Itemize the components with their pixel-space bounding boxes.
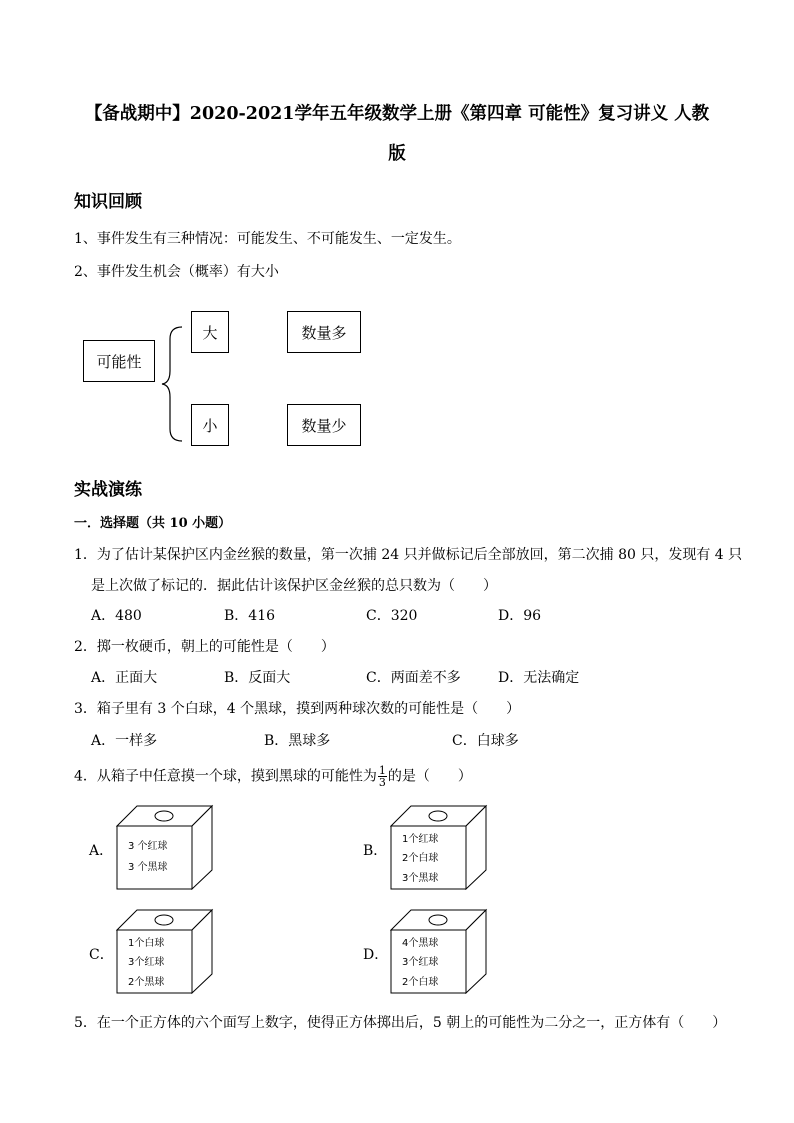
curly-brace-icon: [160, 325, 190, 443]
q3-option-c: C．白球多: [452, 733, 519, 749]
q4-option-c-label: C．: [89, 947, 114, 963]
question-1-line-2: 是上次做了标记的．据此估计该保护区金丝猴的总只数为（ ）: [91, 578, 497, 594]
q4-box-c-line-2: 3个红球: [128, 957, 165, 968]
subsection-choice: 一．选择题（共 10 小题）: [74, 516, 232, 531]
q4-box-d-line-2: 3个红球: [402, 957, 439, 968]
review-point-1: 1、事件发生有三种情况：可能发生、不可能发生、一定发生。: [74, 231, 461, 247]
q4-option-b-label: B．: [363, 843, 388, 859]
title-line-2: 版: [388, 144, 406, 164]
question-5: 5．在一个正方体的六个面写上数字，使得正方体掷出后，5 朝上的可能性为二分之一，正方体有（ ）: [74, 1015, 727, 1031]
q4-box-d-line-3: 2个白球: [402, 977, 439, 988]
diagram-less-box: 数量少: [287, 404, 361, 446]
fraction-numerator: 1: [378, 764, 386, 777]
diagram-big-box: 大: [191, 311, 229, 353]
q4-box-b-line-3: 3个黑球: [402, 873, 439, 884]
question-2: 2．掷一枚硬币，朝上的可能性是（ ）: [74, 639, 335, 655]
question-4-text: 4．从箱子中任意摸一个球，摸到黑球的可能性为: [74, 768, 377, 785]
question-4-text-end: 的是（ ）: [387, 768, 472, 785]
question-1-line-1: 1．为了估计某保护区内金丝猴的数量，第一次捕 24 只并做标记后全部放回，第二次捕 80 只，发现有 4 只: [74, 547, 743, 563]
q2-option-d: D．无法确定: [498, 670, 580, 686]
diagram-more-box: 数量多: [287, 311, 361, 353]
q4-option-d-label: D．: [363, 947, 389, 963]
q3-option-b: B．黑球多: [264, 733, 331, 749]
q4-box-a-line-1: 3 个红球: [128, 841, 168, 852]
q1-option-d: D．96: [498, 608, 542, 624]
q1-option-b: B．416: [224, 608, 276, 624]
section-heading-review: 知识回顾: [74, 192, 142, 212]
q2-option-c: C．两面差不多: [366, 670, 461, 686]
q2-option-b: B．反面大: [224, 670, 291, 686]
diagram-root-box: 可能性: [83, 340, 155, 382]
fraction-denominator: 3: [378, 776, 386, 789]
q4-box-b-line-1: 1个红球: [402, 834, 439, 845]
q4-box-b: [390, 804, 488, 890]
q4-option-a-label: A．: [89, 843, 114, 859]
q2-option-a: A．正面大: [91, 670, 158, 686]
q4-box-c-line-1: 1个白球: [128, 938, 165, 949]
q1-option-c: C．320: [366, 608, 418, 624]
q4-box-a: [116, 804, 214, 890]
q4-box-b-line-2: 2个白球: [402, 853, 439, 864]
q4-box-c: [116, 908, 214, 994]
q4-box-c-line-3: 2个黑球: [128, 977, 165, 988]
question-3: 3．箱子里有 3 个白球，4 个黑球，摸到两种球次数的可能性是（ ）: [74, 701, 521, 717]
section-heading-practice: 实战演练: [74, 480, 142, 500]
question-4: [74, 765, 472, 788]
title-line-1: 【备战期中】2020-2021学年五年级数学上册《第四章 可能性》复习讲义 人教: [84, 104, 710, 124]
q1-option-a: A．480: [91, 608, 142, 624]
q3-option-a: A．一样多: [91, 733, 158, 749]
q4-box-d-line-1: 4个黑球: [402, 938, 439, 949]
q4-box-d: [390, 908, 488, 994]
fraction: [378, 765, 387, 788]
review-point-2: 2、事件发生机会（概率）有大小: [74, 264, 279, 280]
page-title: [60, 94, 734, 174]
q4-box-a-line-2: 3 个黑球: [128, 862, 168, 873]
diagram-small-box: 小: [191, 404, 229, 446]
